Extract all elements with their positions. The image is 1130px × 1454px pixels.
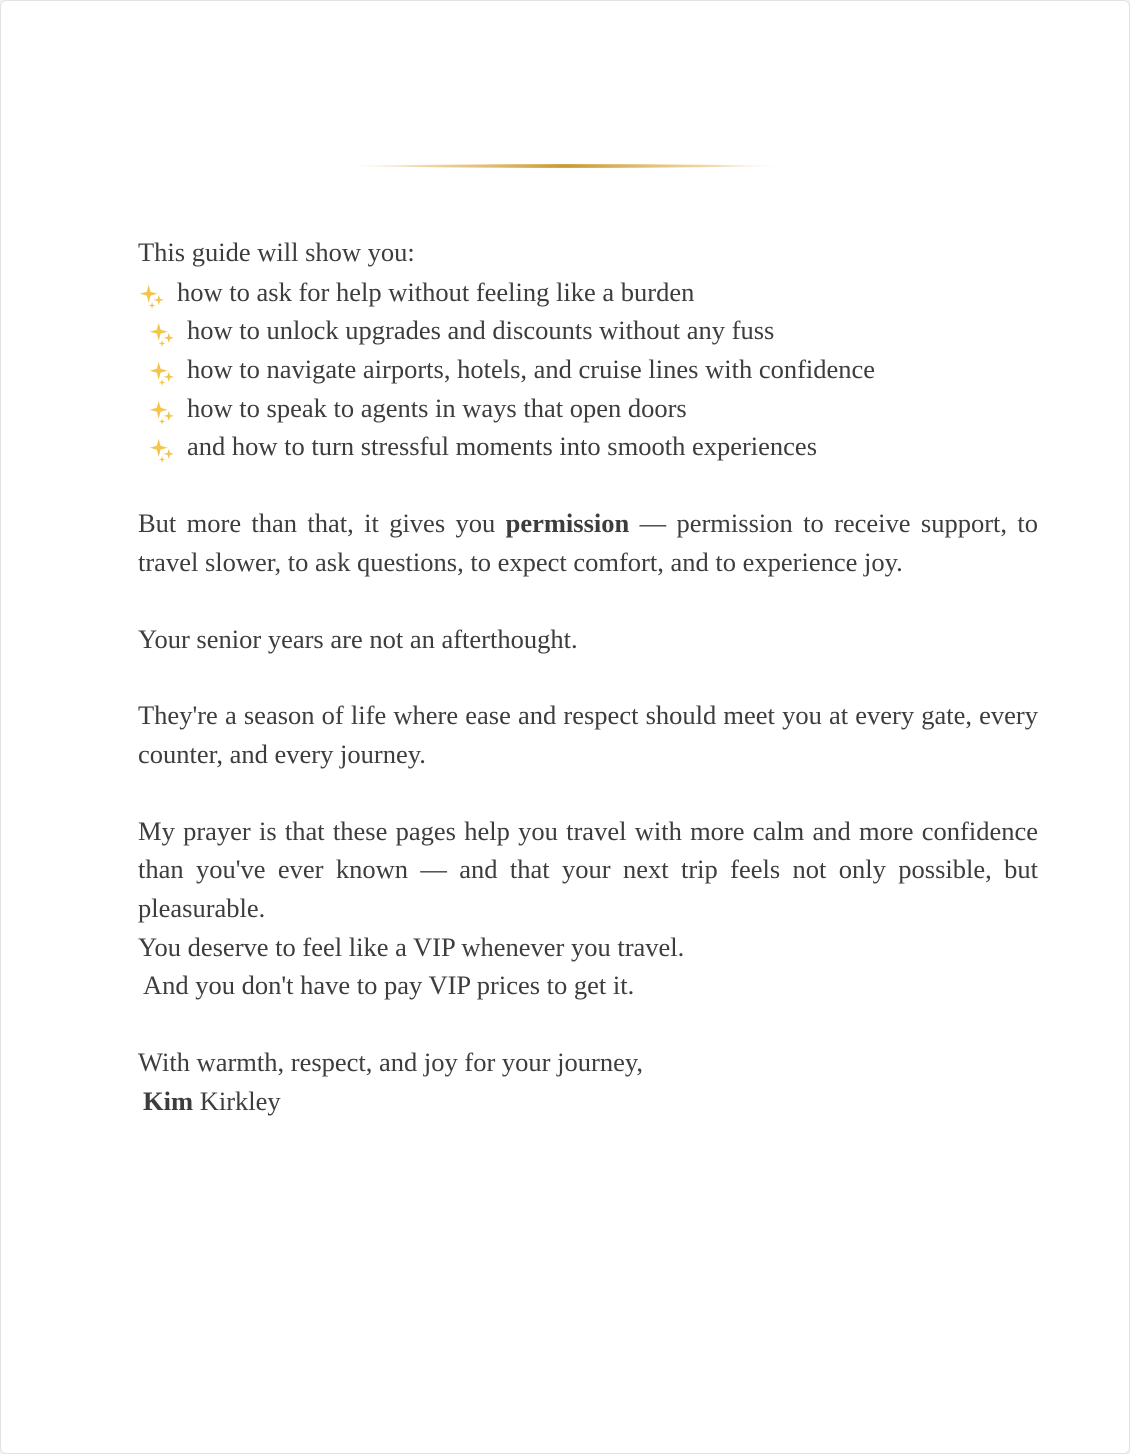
list-item [138, 389, 1038, 428]
gold-divider-line [345, 161, 785, 171]
permission-paragraph [138, 504, 1038, 581]
sparkle-icon [148, 399, 175, 426]
bullet-text: and how to turn stressful moments into smooth experiences [187, 431, 818, 462]
permission-paragraph-end: — permission to receive support, to travel slower, to ask questions, to expect comfort, and to experience joy. [138, 508, 1038, 577]
afterthought-line: Your senior years are not an afterthought. [138, 623, 578, 654]
season-paragraph: They're a season of life where ease and respect should meet you at every gate, every counter, and every journey. [138, 700, 1038, 769]
vip-line-2: And you don't have to pay VIP prices to get it. [143, 970, 635, 1001]
permission-bold-word: permission [505, 508, 630, 539]
sparkle-icon [148, 321, 175, 348]
vip-line-1: You deserve to feel like a VIP whenever you travel. [138, 931, 685, 962]
closing-line: With warmth, respect, and joy for your journey, [138, 1047, 643, 1077]
guide-bullet-list [138, 273, 1038, 466]
divider-container [1, 161, 1129, 171]
page-body [138, 233, 1038, 1120]
sparkle-icon [148, 360, 175, 387]
bullet-text: how to unlock upgrades and discounts without any fuss [187, 315, 775, 346]
signature-name-bold: Kim [143, 1085, 194, 1116]
bullet-text: how to speak to agents in ways that open doors [187, 392, 687, 423]
list-item [138, 311, 1038, 350]
signature-block [138, 1043, 1038, 1120]
sparkle-icon [148, 437, 175, 464]
intro-line: This guide will show you: [138, 237, 415, 267]
list-item [138, 427, 1038, 466]
prayer-paragraph: My prayer is that these pages help you travel with more calm and more confidence than you've ever known — and that your next trip feels not only possible, but pleasurable. [138, 815, 1038, 923]
bullet-text: how to navigate airports, hotels, and cruise lines with confidence [187, 354, 876, 385]
sparkle-icon [138, 283, 165, 310]
permission-paragraph-start: But more than that, it gives you [138, 508, 506, 539]
list-item [138, 273, 1038, 312]
signature-name-rest: Kirkley [193, 1085, 281, 1116]
signature-line [138, 1082, 1038, 1121]
list-item [138, 350, 1038, 389]
bullet-text: how to ask for help without feeling like a burden [177, 276, 695, 307]
